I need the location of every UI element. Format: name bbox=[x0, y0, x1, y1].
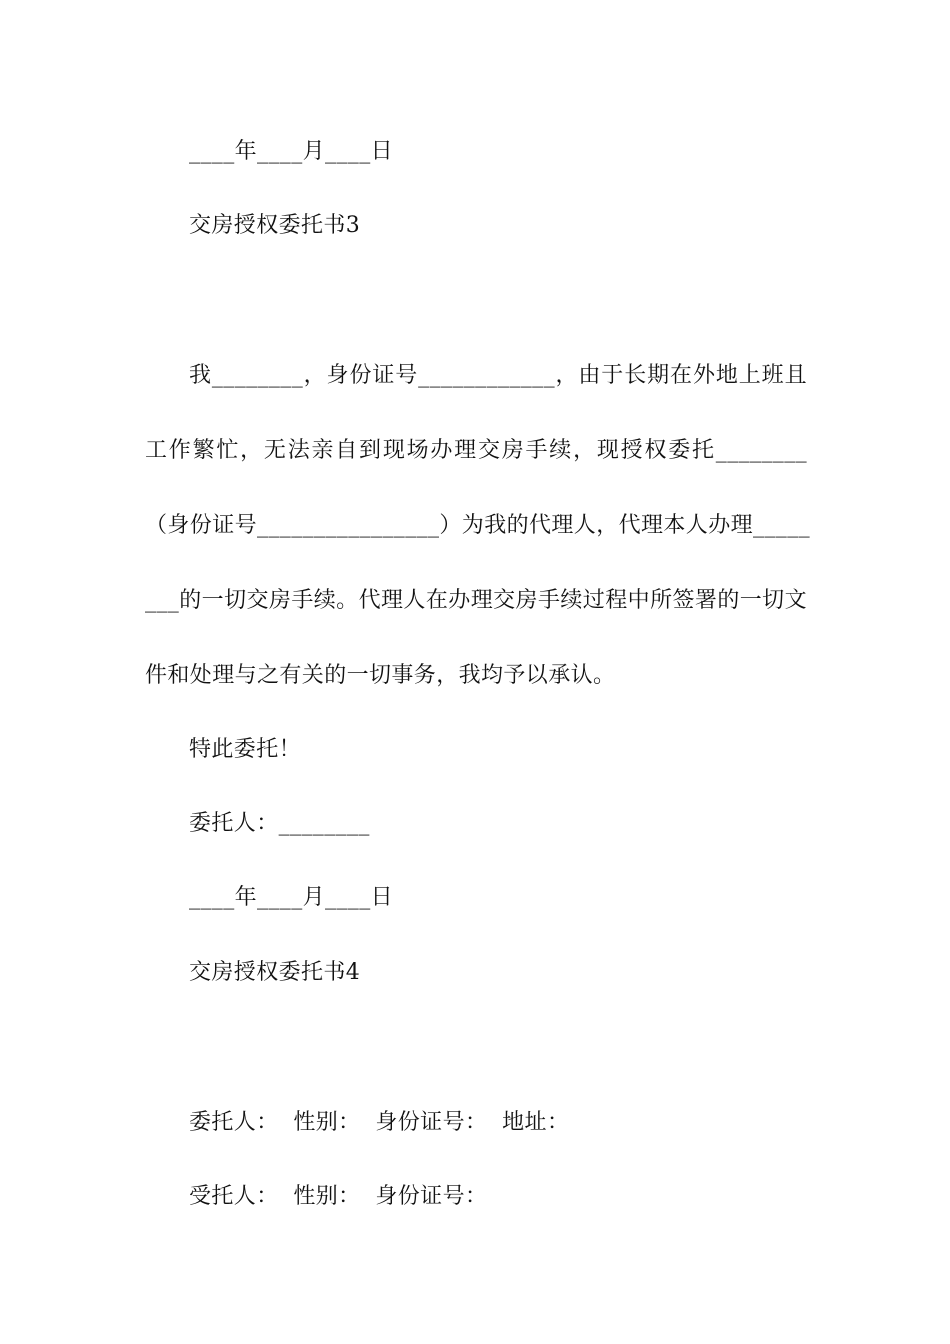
section-title: 交房授权委托书3 bbox=[189, 213, 361, 238]
date-line: ____年____月____日 bbox=[189, 139, 394, 164]
principal-fields: 委托人： 性别： 身份证号： 地址： bbox=[189, 1110, 570, 1135]
paragraph-line: （身份证号________________）为我的代理人，代理本人办理_____ bbox=[145, 513, 811, 538]
principal-signature: 委托人：________ bbox=[189, 811, 370, 836]
agent-fields: 受托人： 性别： 身份证号： bbox=[189, 1184, 488, 1209]
paragraph-line: 工作繁忙，无法亲自到现场办理交房手续，现授权委托________ bbox=[145, 438, 807, 463]
date-line: ____年____月____日 bbox=[189, 885, 394, 910]
paragraph-line: 件和处理与之有关的一切事务，我均予以承认。 bbox=[145, 663, 616, 688]
closing-note: 特此委托！ bbox=[189, 737, 302, 762]
paragraph-line: 我________，身份证号____________，由于长期在外地上班且 bbox=[189, 363, 807, 388]
paragraph-line: ___的一切交房手续。代理人在办理交房手续过程中所签署的一切文 bbox=[145, 588, 807, 613]
section-title: 交房授权委托书4 bbox=[189, 960, 361, 985]
